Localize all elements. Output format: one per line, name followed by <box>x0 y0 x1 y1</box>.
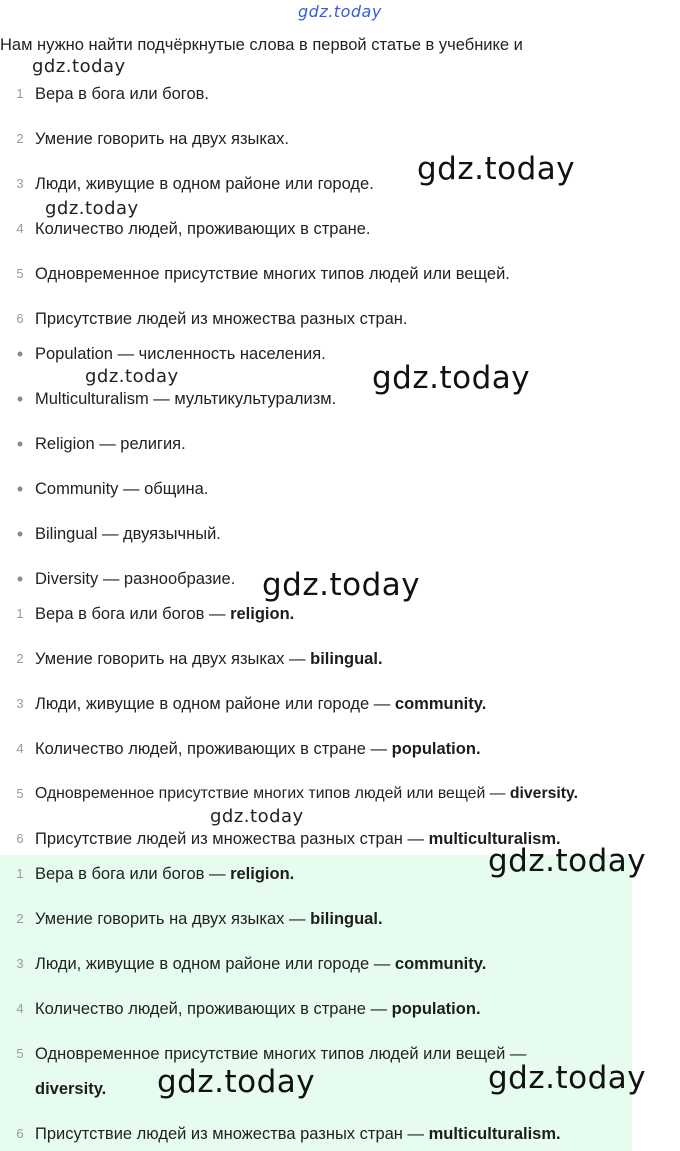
item-number: 1 <box>16 86 24 101</box>
answer-word: bilingual <box>310 910 378 928</box>
answer-text: Умение говорить на двух языках — bilingual. <box>35 910 383 928</box>
watermark: gdz.today <box>85 366 179 387</box>
answer-item <box>0 782 680 806</box>
item-number: 2 <box>16 911 24 926</box>
answer-text: Люди, живущие в одном районе или городе — community. <box>35 955 487 973</box>
answer-item <box>0 737 680 761</box>
answer-text: Вера в бога или богов — religion. <box>35 605 295 623</box>
vocab-text: Bilingual — двуязычный. <box>35 525 221 543</box>
definition-text: Одновременное присутствие многих типов людей или вещей. <box>35 265 510 283</box>
final-answer-item <box>0 907 680 931</box>
intro-text: Нам нужно найти подчёркнутые слова в первой статье в учебнике и <box>0 36 523 54</box>
answer-word: diversity <box>509 785 574 802</box>
vocab-text: Diversity — разнообразие. <box>35 570 236 588</box>
vocab-text: Multiculturalism — мультикультурализм. <box>35 390 337 408</box>
item-number: 3 <box>16 956 24 971</box>
definition-item <box>0 262 680 286</box>
watermark: gdz.today <box>372 360 531 396</box>
watermark: gdz.today <box>210 806 304 827</box>
header-watermark: gdz.today <box>298 2 382 21</box>
vocab-text: Community — община. <box>35 480 209 498</box>
definition-item <box>0 172 680 196</box>
watermark: gdz.today <box>488 1060 647 1096</box>
item-number: 4 <box>16 741 24 756</box>
bullet: • <box>16 344 24 364</box>
vocab-text: Population — численность населения. <box>35 345 326 363</box>
bullet: • <box>16 569 24 589</box>
watermark: gdz.today <box>488 843 647 879</box>
answer-word: community <box>394 955 482 973</box>
answer-word: community <box>394 695 482 713</box>
final-answer-item <box>0 997 680 1021</box>
answer-word: multiculturalism <box>428 1125 557 1143</box>
item-number: 3 <box>16 176 24 191</box>
item-number: 5 <box>16 786 24 801</box>
final-answer-item <box>0 952 680 976</box>
vocab-item <box>0 477 680 501</box>
definition-text: Умение говорить на двух языках. <box>35 130 290 148</box>
definition-text: Люди, живущие в одном районе или городе. <box>35 175 374 193</box>
item-number: 6 <box>16 831 24 846</box>
answer-text: Вера в бога или богов — religion. <box>35 865 295 883</box>
answer-text: diversity. <box>35 1080 107 1098</box>
item-number: 4 <box>16 221 24 236</box>
definition-text: Присутствие людей из множества разных стран. <box>35 310 408 328</box>
watermark: gdz.today <box>32 56 126 77</box>
answer-word: diversity <box>35 1080 102 1098</box>
watermark: gdz.today <box>262 567 421 603</box>
item-number: 2 <box>16 131 24 146</box>
definition-text: Количество людей, проживающих в стране. <box>35 220 371 238</box>
vocab-text: Religion — религия. <box>35 435 186 453</box>
answer-text: Присутствие людей из множества разных стран — multiculturalism. <box>35 1125 561 1143</box>
watermark: gdz.today <box>417 151 576 187</box>
vocab-item <box>0 342 680 366</box>
bullet: • <box>16 479 24 499</box>
watermark: gdz.today <box>157 1064 316 1100</box>
answer-item <box>0 602 680 626</box>
answer-text: Одновременное присутствие многих типов людей или вещей — <box>35 1045 527 1063</box>
vocab-item <box>0 522 680 546</box>
definition-item <box>0 307 680 331</box>
definition-item <box>0 82 680 106</box>
answer-text: Количество людей, проживающих в стране — population. <box>35 740 481 758</box>
item-number: 6 <box>16 311 24 326</box>
answer-text: Умение говорить на двух языках — bilingual. <box>35 650 383 668</box>
answer-word: population <box>391 1000 476 1018</box>
answer-word: religion <box>230 605 290 623</box>
item-number: 5 <box>16 266 24 281</box>
definition-text: Вера в бога или богов. <box>35 85 209 103</box>
item-number: 5 <box>16 1046 24 1061</box>
vocab-item <box>0 387 680 411</box>
final-answer-item <box>0 1122 680 1146</box>
answer-text: Присутствие людей из множества разных стран — multiculturalism. <box>35 830 561 848</box>
item-number: 4 <box>16 1001 24 1016</box>
item-number: 1 <box>16 606 24 621</box>
item-number: 1 <box>16 866 24 881</box>
answer-word: bilingual <box>310 650 378 668</box>
answer-text: Люди, живущие в одном районе или городе — community. <box>35 695 487 713</box>
watermark: gdz.today <box>45 198 139 219</box>
answer-word: population <box>391 740 476 758</box>
item-number: 3 <box>16 696 24 711</box>
answer-item <box>0 647 680 671</box>
definition-item <box>0 217 680 241</box>
answer-word: multiculturalism <box>428 830 557 848</box>
bullet: • <box>16 434 24 454</box>
item-number: 6 <box>16 1126 24 1141</box>
bullet: • <box>16 389 24 409</box>
answer-item <box>0 692 680 716</box>
answer-text: Одновременное присутствие многих типов людей или вещей — diversity. <box>35 785 579 802</box>
vocab-item <box>0 432 680 456</box>
definition-item <box>0 127 680 151</box>
answer-text: Количество людей, проживающих в стране — population. <box>35 1000 481 1018</box>
item-number: 2 <box>16 651 24 666</box>
bullet: • <box>16 524 24 544</box>
answer-word: religion <box>230 865 290 883</box>
